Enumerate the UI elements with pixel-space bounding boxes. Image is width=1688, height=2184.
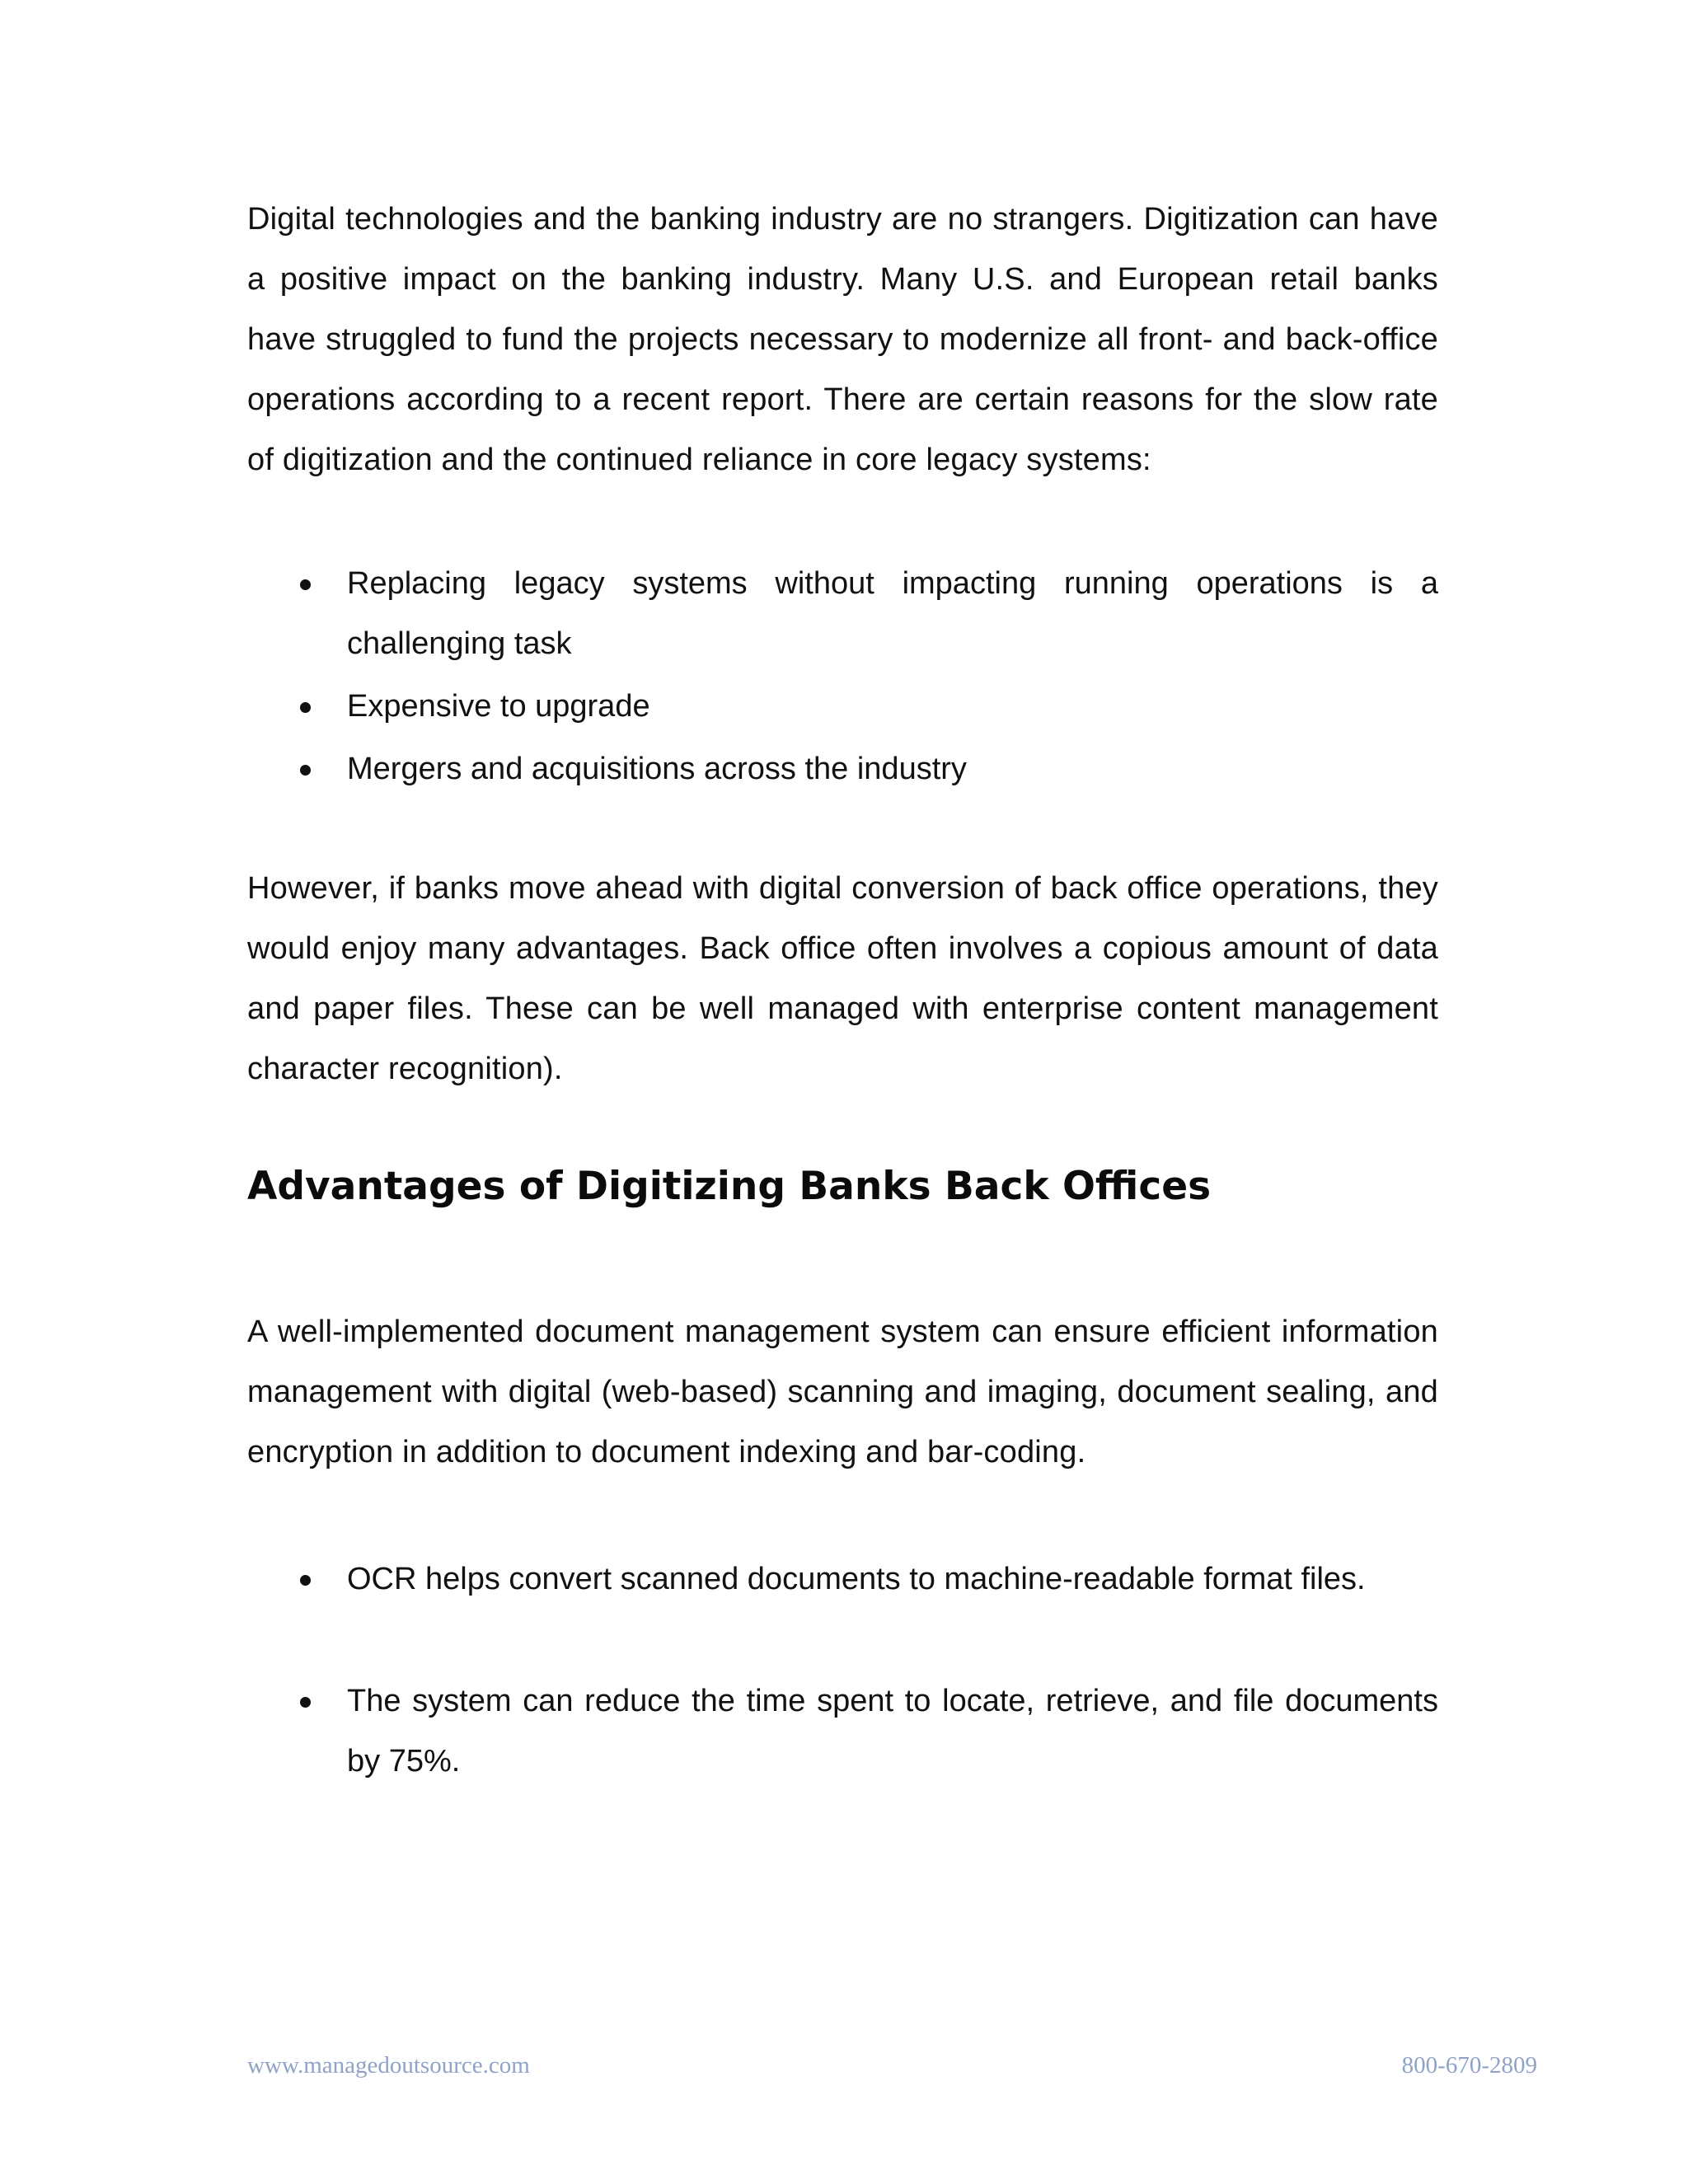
list-item-text: The system can reduce the time spent to locate, retrieve, and file documents by 75%. — [347, 1684, 1438, 1779]
list-item-text: OCR helps convert scanned documents to machine-readable format files. — [347, 1562, 1366, 1596]
bullet-icon — [300, 765, 311, 776]
list-item — [247, 554, 1438, 674]
list-item — [247, 739, 1438, 799]
list-item — [247, 1671, 1438, 1792]
intro-paragraph: Digital technologies and the banking industry are no strangers. Digitization can have a positive impact on the banking industry. Many U.S. and European retail banks have struggled to fund the projects necessary to modernize all front- and back-office operations according to a recent report. There are certain reasons for the slow rate of digitization and the continued reliance in core legacy systems: — [247, 202, 1438, 477]
however-paragraph: However, if banks move ahead with digital conversion of back office operations, they would enjoy many advantages. Back office often involves a copious amount of data and paper files. These can be well managed with enterprise content management character recognition). — [247, 871, 1438, 1086]
bullet-icon — [300, 1697, 311, 1708]
list-item-text: Mergers and acquisitions across the industry — [347, 752, 967, 786]
bullet-icon — [300, 579, 311, 590]
footer-phone: 800-670-2809 — [1401, 2052, 1537, 2079]
list-item-text: Replacing legacy systems without impacting running operations is a challenging task — [347, 566, 1438, 661]
bullet-icon — [300, 702, 311, 713]
footer-website: www.managedoutsource.com — [247, 2052, 530, 2079]
section-heading: Advantages of Digitizing Banks Back Offices — [247, 1164, 1212, 1209]
list-item — [247, 677, 1438, 737]
dms-paragraph: A well-implemented document management system can ensure efficient information management with digital (web-based) scanning and imaging, document sealing, and encryption in addition to document indexing and bar-coding. — [247, 1315, 1438, 1469]
reasons-list — [247, 554, 1438, 802]
list-item — [247, 1549, 1438, 1610]
bullet-icon — [300, 1575, 311, 1586]
list-item-text: Expensive to upgrade — [347, 689, 650, 724]
advantages-list — [247, 1549, 1438, 1854]
